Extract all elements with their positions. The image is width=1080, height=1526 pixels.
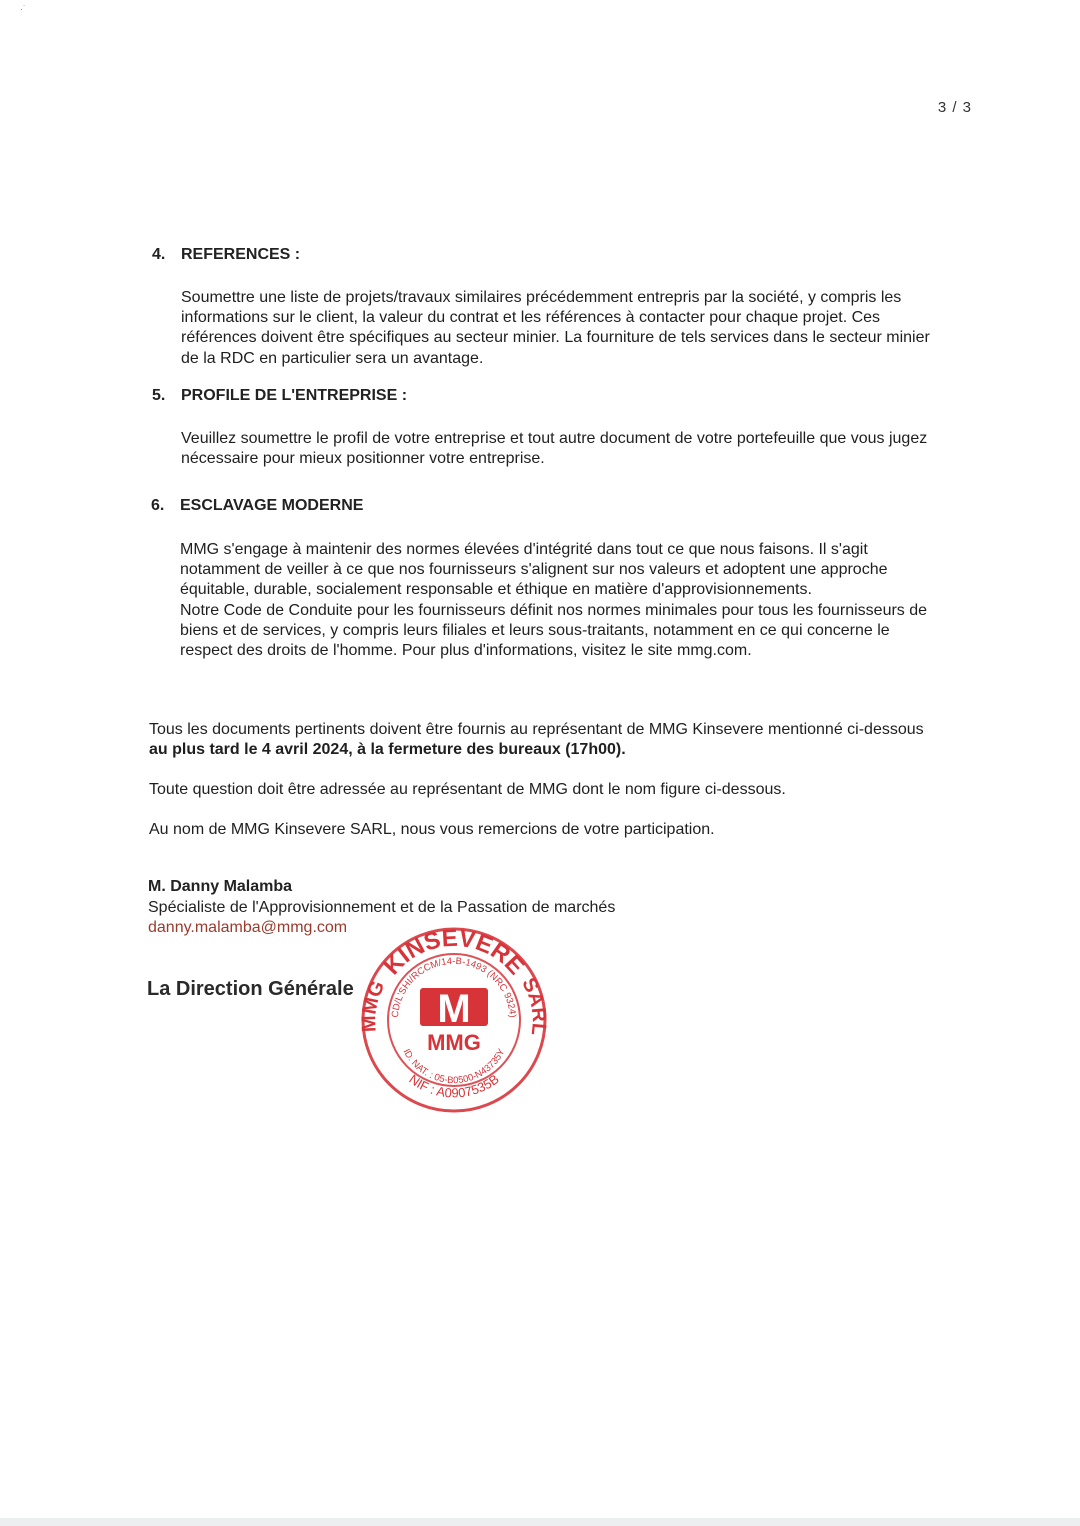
stamp-sarl-text: SARL	[517, 974, 550, 1037]
signatory-title: Spécialiste de l'Approvisionnement et de la Passation de marchés	[148, 899, 616, 916]
section-heading-modern-slavery	[151, 497, 363, 515]
section-body-references	[181, 288, 931, 369]
stamp-nif-text: NIF : A0907535B	[406, 1071, 502, 1101]
signatory-email-link[interactable]: danny.malamba@mmg.com	[148, 919, 348, 936]
stamp-logo-letter: M	[437, 987, 471, 1031]
section-heading-company-profile	[152, 387, 407, 405]
signatory-name: M. Danny Malamba	[148, 878, 293, 895]
deadline-date: au plus tard le 4 avril 2024, à la fermeture des bureaux (17h00)	[149, 741, 622, 759]
deadline-paragraph	[149, 720, 939, 760]
section-body-modern-slavery	[180, 540, 936, 661]
stamp-idnat-text: ID. NAT. : 05-B0500-N43735Y	[400, 1047, 508, 1087]
section-number: 6.	[151, 497, 165, 514]
section-number: 4.	[152, 246, 166, 263]
svg-text:MMG	[358, 978, 389, 1033]
section-heading-references	[152, 246, 300, 264]
deadline-text: Tous les documents pertinents doivent être fournis au représentant de MMG Kinsevere mentionné ci-dessous	[149, 721, 924, 738]
section-body-company-profile	[181, 429, 936, 469]
direction-generale-label: La Direction Générale	[147, 978, 354, 1000]
paragraph: Soumettre une liste de projets/travaux similaires précédemment entrepris par la société, y compris les informations sur le client, la valeur du contrat et les références à contacter pour chaque projet. Ces références doivent être spécifiques au secteur minier. La fourniture de tels services dans le secteur minier de la RDC en particulier sera un avantage.	[181, 289, 930, 367]
stamp-rccm-text: CD/L'SHI/RCCM/14-B-1493 (NRC 9324)	[389, 955, 518, 1019]
paragraph: MMG s'engage à maintenir des normes élevées d'intégrité dans tout ce que nous faisons. Il s'agit notamment de veiller à ce que nos fournisseurs s'alignent sur nos valeurs et adoptent une approche équitable, durable, socialement responsable et éthique en matière d'approvisionnements.	[180, 541, 888, 599]
stamp-mmg-side-text: MMG	[358, 977, 390, 1033]
stamp-logo-text: MMG	[427, 1030, 481, 1055]
stamp-kinsevere-text: KINSEVERE	[378, 924, 530, 981]
mmg-logo-icon	[420, 987, 488, 1055]
page-number: 3 / 3	[937, 99, 972, 116]
company-seal-stamp	[358, 924, 550, 1116]
thanks-paragraph: Au nom de MMG Kinsevere SARL, nous vous remercions de votre participation.	[149, 821, 715, 838]
page-bottom-edge	[0, 1518, 1080, 1526]
section-title: REFERENCES :	[181, 246, 301, 263]
section-number: 5.	[152, 387, 166, 404]
svg-text:KINSEVERE	[379, 925, 530, 980]
questions-paragraph: Toute question doit être adressée au représentant de MMG dont le nom figure ci-dessous.	[149, 781, 786, 798]
paragraph: Veuillez soumettre le profil de votre entreprise et tout autre document de votre portefeuille que vous jugez nécessaire pour mieux positionner votre entreprise.	[181, 430, 928, 468]
deadline-end: .	[621, 741, 626, 759]
scan-artifact-mark: ·˙	[20, 4, 26, 14]
paragraph: Notre Code de Conduite pour les fournisseurs définit nos normes minimales pour tous les fournisseurs de biens et de services, y compris leurs filiales et leurs sous-traitants, notamment en ce qui concerne le respect des droits de l'homme. Pour plus d'informations, visitez le site mmg.com.	[180, 601, 928, 660]
section-title: PROFILE DE L'ENTREPRISE :	[181, 387, 408, 404]
section-title: ESCLAVAGE MODERNE	[180, 497, 364, 514]
